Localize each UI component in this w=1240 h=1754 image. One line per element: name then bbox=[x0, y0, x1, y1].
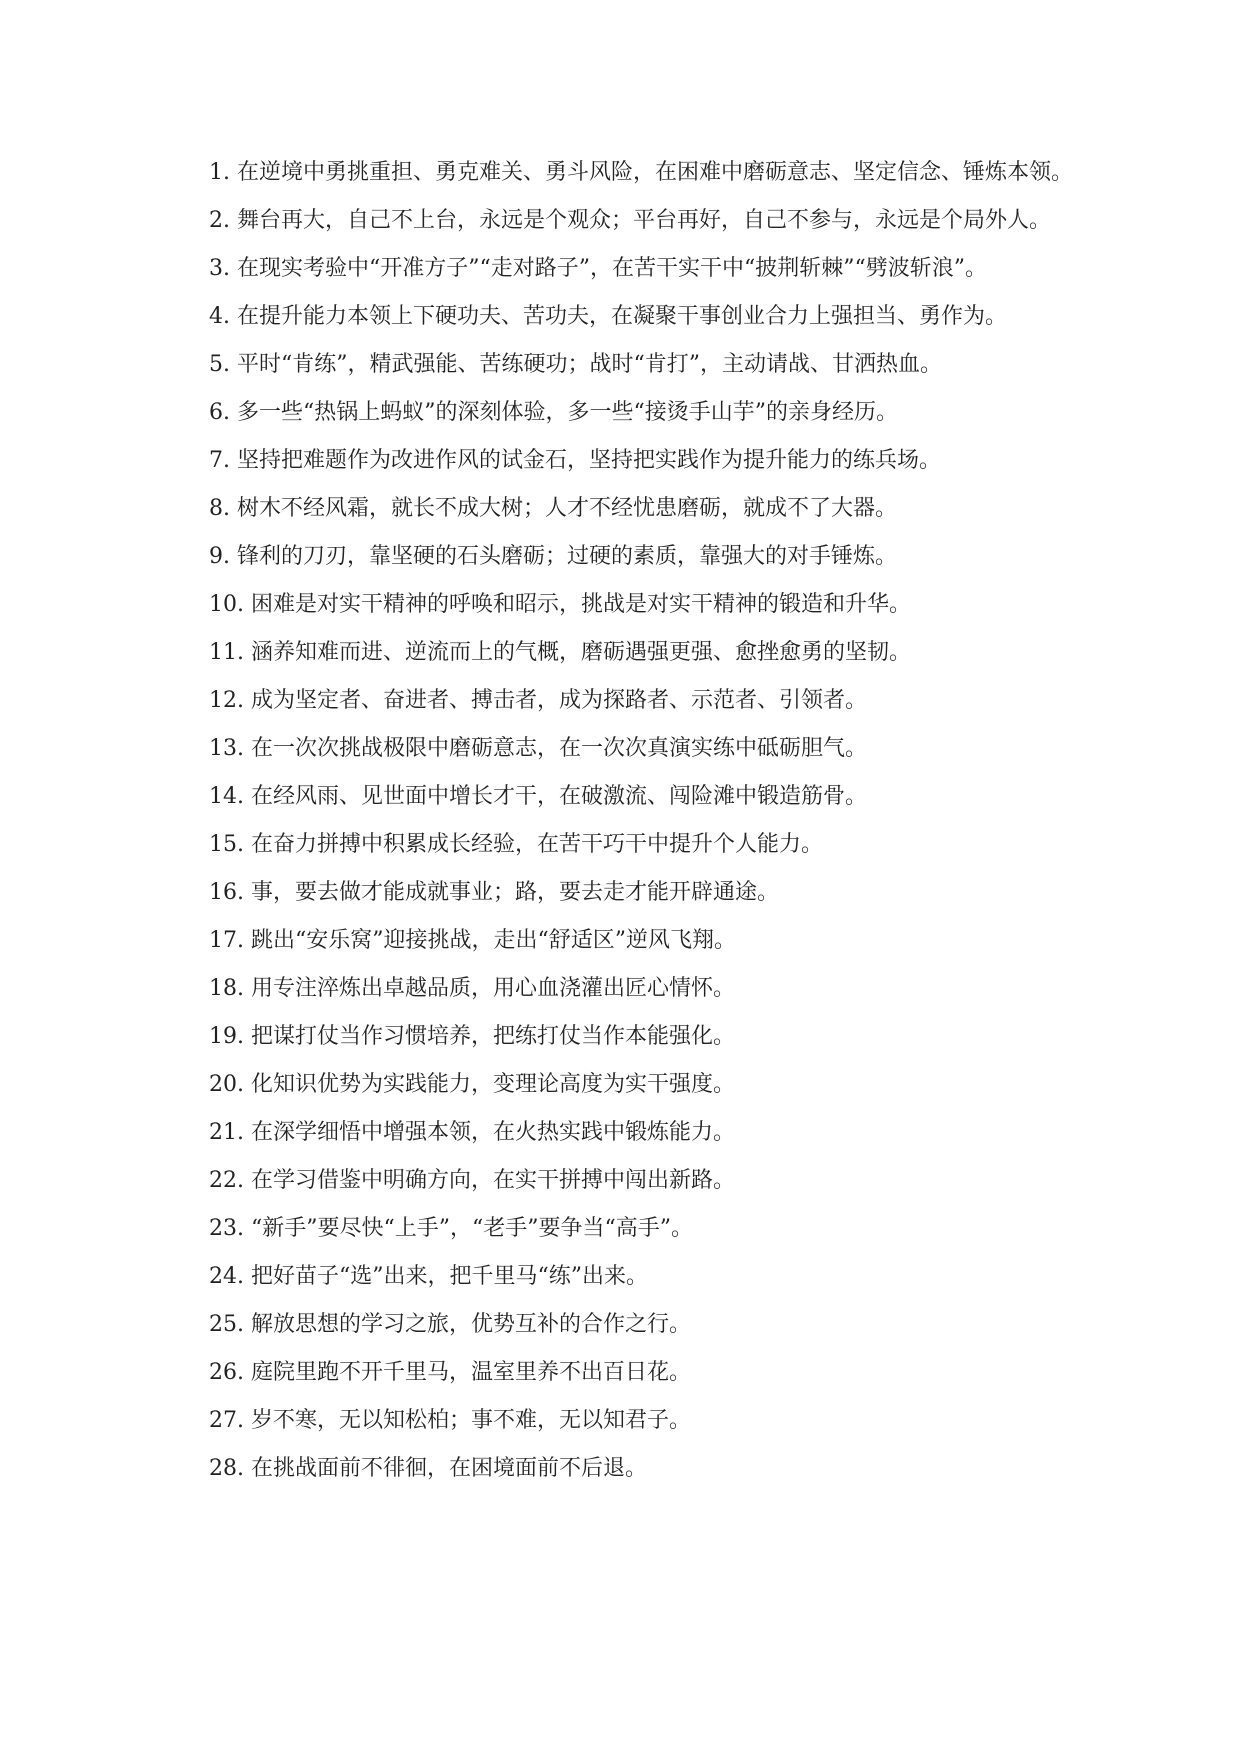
list-item: 24. 把好苗子“选”出来，把千里马“练”出来。 bbox=[209, 1264, 648, 1289]
list-item: 28. 在挑战面前不徘徊，在困境面前不后退。 bbox=[209, 1456, 647, 1481]
list-item: 13. 在一次次挑战极限中磨砺意志，在一次次真演实练中砥砺胆气。 bbox=[209, 736, 867, 761]
list-item: 20. 化知识优势为实践能力，变理论高度为实干强度。 bbox=[209, 1072, 735, 1097]
list-item: 17. 跳出“安乐窝”迎接挑战，走出“舒适区”逆风飞翔。 bbox=[209, 928, 736, 953]
list-item: 3. 在现实考验中“开准方子”“走对路子”，在苦干实干中“披荆斩棘”“劈波斩浪”。 bbox=[209, 256, 987, 281]
list-item: 16. 事，要去做才能成就事业；路，要去走才能开辟通途。 bbox=[209, 880, 779, 905]
list-item: 12. 成为坚定者、奋进者、搏击者，成为探路者、示范者、引领者。 bbox=[209, 688, 867, 713]
document-body bbox=[161, 155, 1096, 1499]
list-item: 22. 在学习借鉴中明确方向，在实干拼搏中闯出新路。 bbox=[209, 1168, 735, 1193]
list-item: 15. 在奋力拼搏中积累成长经验，在苦干巧干中提升个人能力。 bbox=[209, 832, 823, 857]
list-item: 6. 多一些“热锅上蚂蚁”的深刻体验，多一些“接烫手山芋”的亲身经历。 bbox=[209, 400, 898, 425]
list-item: 21. 在深学细悟中增强本领，在火热实践中锻炼能力。 bbox=[209, 1120, 735, 1145]
list-item: 9. 锋利的刀刃，靠坚硬的石头磨砺；过硬的素质，靠强大的对手锤炼。 bbox=[209, 544, 897, 569]
list-item: 19. 把谋打仗当作习惯培养，把练打仗当作本能强化。 bbox=[209, 1024, 735, 1049]
list-item: 11. 涵养知难而进、逆流而上的气概，磨砺遇强更强、愈挫愈勇的坚韧。 bbox=[209, 640, 911, 665]
list-item: 27. 岁不寒，无以知松柏；事不难，无以知君子。 bbox=[209, 1408, 691, 1433]
list-item: 10. 困难是对实干精神的呼唤和昭示，挑战是对实干精神的锻造和升华。 bbox=[209, 592, 911, 617]
list-item: 8. 树木不经风霜，就长不成大树；人才不经忧患磨砺，就成不了大器。 bbox=[209, 496, 897, 521]
list-item: 7. 坚持把难题作为改进作风的试金石，坚持把实践作为提升能力的练兵场。 bbox=[209, 448, 941, 473]
list-item: 14. 在经风雨、见世面中增长才干，在破激流、闯险滩中锻造筋骨。 bbox=[209, 784, 867, 809]
list-item: 2. 舞台再大，自己不上台，永远是个观众；平台再好，自己不参与，永远是个局外人。 bbox=[209, 208, 1051, 233]
list-item: 4. 在提升能力本领上下硬功夫、苦功夫，在凝聚干事创业合力上强担当、勇作为。 bbox=[209, 304, 1007, 329]
list-item: 5. 平时“肯练”，精武强能、苦练硬功；战时“肯打”，主动请战、甘洒热血。 bbox=[209, 352, 942, 377]
list-item: 25. 解放思想的学习之旅，优势互补的合作之行。 bbox=[209, 1312, 691, 1337]
list-item: 23. “新手”要尽快“上手”，“老手”要争当“高手”。 bbox=[209, 1216, 693, 1241]
list-item: 26. 庭院里跑不开千里马，温室里养不出百日花。 bbox=[209, 1360, 691, 1385]
list-item: 1. 在逆境中勇挑重担、勇克难关、勇斗风险，在困难中磨砺意志、坚定信念、锤炼本领。 bbox=[209, 160, 1073, 185]
list-item: 18. 用专注淬炼出卓越品质，用心血浇灌出匠心情怀。 bbox=[209, 976, 735, 1001]
